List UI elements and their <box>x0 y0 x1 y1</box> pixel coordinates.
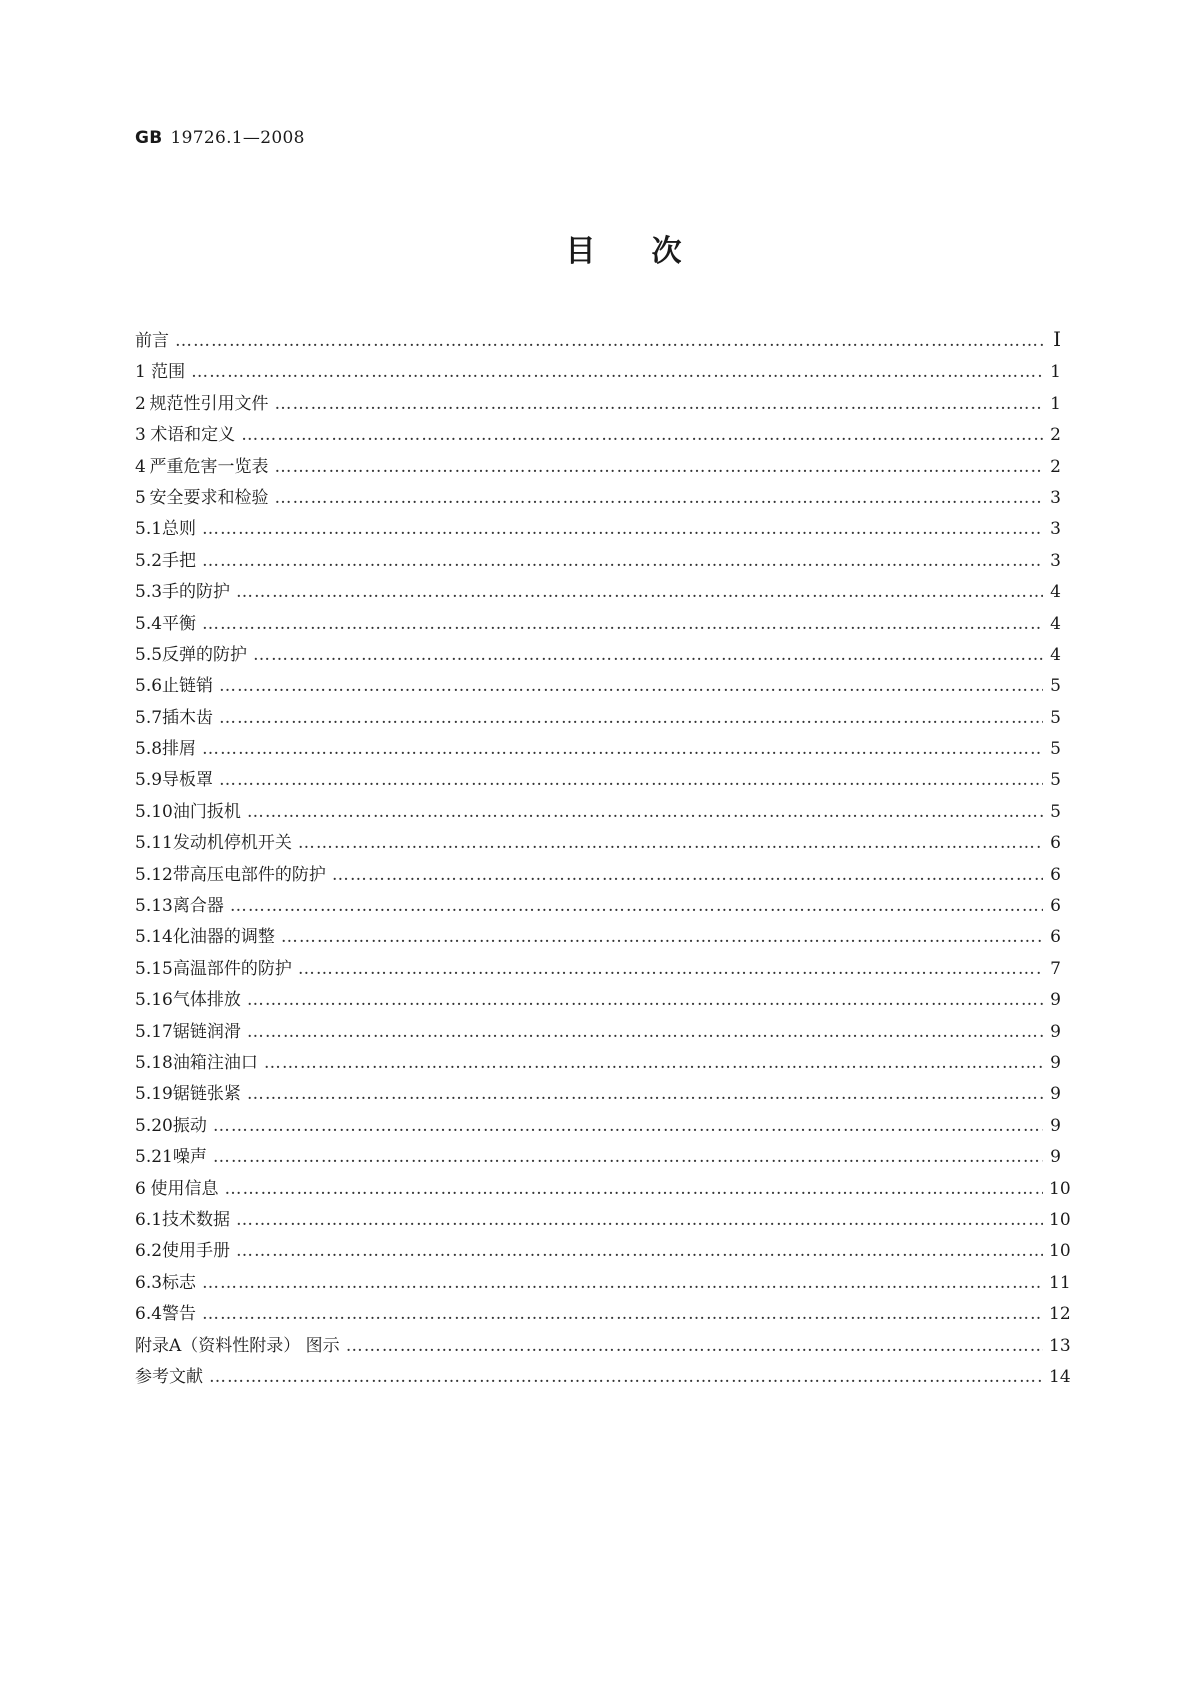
toc-leader-dots <box>253 645 1043 665</box>
toc-entry-title: 手的防护 <box>162 582 231 603</box>
toc-entry-page: 2 <box>1050 456 1061 477</box>
toc-entry-number: 5.2 <box>135 550 163 571</box>
toc-entry[interactable] <box>135 1205 1071 1236</box>
toc-entry-number: 5.7 <box>135 707 163 728</box>
toc-leader-dots <box>275 394 1043 414</box>
toc-entry-page: 6 <box>1050 833 1061 854</box>
toc-entry[interactable] <box>135 326 1061 357</box>
toc-entry-title: 锯链张紧 <box>172 1084 241 1105</box>
toc-entry[interactable] <box>135 1142 1061 1173</box>
toc-leader-dots <box>219 708 1043 728</box>
toc-entry[interactable] <box>135 765 1061 796</box>
toc-entry-number: 3 <box>135 425 146 446</box>
toc-entry-number: 5.1 <box>135 519 163 540</box>
toc-entry[interactable] <box>135 577 1061 608</box>
toc-entry-page: 5 <box>1050 770 1061 791</box>
toc-leader-dots <box>209 1367 1043 1387</box>
toc-entry-title: 带高压电部件的防护 <box>172 864 326 885</box>
toc-entry[interactable] <box>135 703 1061 734</box>
toc-entry-page: 5 <box>1050 707 1061 728</box>
toc-leader-dots <box>202 1273 1043 1293</box>
toc-entry-title: 规范性引用文件 <box>149 393 269 414</box>
toc-entry-page: 11 <box>1049 1272 1071 1293</box>
toc-entry-title: 振动 <box>172 1115 207 1136</box>
toc-entry-page: 9 <box>1050 1115 1061 1136</box>
toc-entry-title: 离合器 <box>172 896 224 917</box>
standard-code <box>135 128 305 148</box>
toc-entry-title: 使用手册 <box>162 1241 231 1262</box>
toc-leader-dots <box>236 1210 1043 1230</box>
toc-entry-page: 5 <box>1050 801 1061 822</box>
toc-entry-number: 5.17 <box>135 1021 173 1042</box>
toc-entry-number: 5.6 <box>135 676 163 697</box>
toc-entry-number: 1 <box>135 362 146 383</box>
toc-entry-number: 5.8 <box>135 739 163 760</box>
toc-entry-page: 3 <box>1050 550 1061 571</box>
toc-entry[interactable] <box>135 640 1061 671</box>
toc-entry[interactable] <box>135 828 1061 859</box>
toc-entry-title: 油门扳机 <box>172 801 241 822</box>
toc-entry-title: 反弹的防护 <box>162 644 248 665</box>
toc-entry-number: 5.9 <box>135 770 163 791</box>
toc-entry-title: 严重危害一览表 <box>149 456 269 477</box>
toc-entry[interactable] <box>135 483 1061 514</box>
toc-entry-title: 排屑 <box>162 739 197 760</box>
toc-leader-dots <box>230 896 1043 916</box>
toc-entry-title: 气体排放 <box>172 990 241 1011</box>
toc-leader-dots <box>202 614 1043 634</box>
toc-leader-dots <box>202 519 1043 539</box>
toc-leader-dots <box>202 1304 1043 1324</box>
toc-leader-dots <box>298 959 1043 979</box>
toc-entry-number: 5.16 <box>135 990 173 1011</box>
toc-leader-dots <box>247 1022 1043 1042</box>
toc-entry-page: 10 <box>1049 1209 1071 1230</box>
page-title: 目次 <box>565 234 738 269</box>
toc-entry-title: 油箱注油口 <box>172 1052 258 1073</box>
toc-entry[interactable] <box>135 1299 1071 1330</box>
toc-entry-number: 5 <box>135 487 146 508</box>
toc-entry[interactable] <box>135 514 1061 545</box>
toc-entry-page: 6 <box>1050 864 1061 885</box>
toc-leader-dots <box>247 990 1043 1010</box>
toc-leader-dots <box>202 551 1043 571</box>
toc-entry[interactable] <box>135 1362 1071 1393</box>
toc-leader-dots <box>219 676 1043 696</box>
toc-entry-title: 高温部件的防护 <box>172 958 292 979</box>
toc-leader-dots <box>225 1179 1044 1199</box>
toc-entry-number: 5.18 <box>135 1052 173 1073</box>
toc-entry-number: 6.4 <box>135 1304 163 1325</box>
toc-entry-title: 前言 <box>135 331 169 351</box>
toc-entry-page: 1 <box>1050 393 1061 414</box>
toc-leader-dots <box>236 582 1043 602</box>
standard-prefix: GB <box>135 128 163 148</box>
toc-entry[interactable] <box>135 797 1061 828</box>
standard-number: 19726.1—2008 <box>170 128 305 148</box>
toc-entry-number: 6.2 <box>135 1241 163 1262</box>
toc-entry[interactable] <box>135 891 1061 922</box>
toc-entry-number: 5.4 <box>135 613 163 634</box>
toc-entry-title: 总则 <box>162 519 197 540</box>
toc-entry-page: 4 <box>1050 582 1061 603</box>
toc-entry-page: 6 <box>1050 927 1061 948</box>
toc-entry-number: 5.13 <box>135 896 173 917</box>
toc-entry-title: 止链销 <box>162 676 214 697</box>
toc-entry-page: 3 <box>1050 519 1061 540</box>
toc-entry[interactable] <box>135 389 1061 420</box>
toc-entry[interactable] <box>135 452 1061 483</box>
toc-leader-dots <box>175 331 1043 351</box>
toc-entry[interactable] <box>135 954 1061 985</box>
toc-entry-page: 4 <box>1050 613 1061 634</box>
toc-entry-title: 参考文献 <box>135 1366 203 1387</box>
toc-entry[interactable] <box>135 734 1061 765</box>
toc-entry-page: I <box>1053 327 1061 351</box>
toc-entry-title: 平衡 <box>162 613 197 634</box>
toc-entry[interactable] <box>135 922 1061 953</box>
toc-entry[interactable] <box>135 1236 1071 1267</box>
toc-entry[interactable] <box>135 1017 1061 1048</box>
toc-entry[interactable] <box>135 357 1061 388</box>
toc-entry-page: 10 <box>1049 1241 1071 1262</box>
toc-leader-dots <box>247 802 1043 822</box>
toc-entry-page: 9 <box>1050 1147 1061 1168</box>
toc-entry-page: 13 <box>1049 1335 1071 1356</box>
toc-entry-title: 术语和定义 <box>150 425 236 446</box>
toc-entry-page: 9 <box>1050 1084 1061 1105</box>
toc-entry[interactable] <box>135 985 1061 1016</box>
toc-entry-number: 5.19 <box>135 1084 173 1105</box>
toc-entry-page: 10 <box>1049 1178 1071 1199</box>
toc-leader-dots <box>213 1116 1043 1136</box>
toc-leader-dots <box>298 833 1043 853</box>
toc-entry-number: 4 <box>135 456 146 477</box>
toc-entry[interactable] <box>135 1048 1061 1079</box>
toc-entry-number: 5.5 <box>135 644 163 665</box>
toc-leader-dots <box>275 457 1043 477</box>
toc-leader-dots <box>332 865 1043 885</box>
toc-entry[interactable] <box>135 546 1061 577</box>
toc-entry-title: 化油器的调整 <box>172 927 275 948</box>
toc-leader-dots <box>281 927 1043 947</box>
table-of-contents <box>135 326 1071 1393</box>
toc-entry[interactable] <box>135 671 1061 702</box>
toc-entry[interactable] <box>135 1174 1071 1205</box>
toc-entry-page: 3 <box>1050 487 1061 508</box>
toc-entry-page: 4 <box>1050 644 1061 665</box>
toc-entry-title: 标志 <box>162 1272 197 1293</box>
toc-entry-page: 7 <box>1050 958 1061 979</box>
toc-entry-page: 12 <box>1049 1304 1071 1325</box>
toc-entry[interactable] <box>135 609 1061 640</box>
toc-leader-dots <box>202 739 1043 759</box>
toc-leader-dots <box>213 1147 1043 1167</box>
toc-entry-page: 1 <box>1050 362 1061 383</box>
toc-entry-number: 5.10 <box>135 801 173 822</box>
toc-entry-title: 警告 <box>162 1304 197 1325</box>
toc-entry-number: 5.3 <box>135 582 163 603</box>
toc-entry-title: 发动机停机开关 <box>172 833 292 854</box>
toc-entry-page: 5 <box>1050 739 1061 760</box>
toc-entry-page: 2 <box>1050 425 1061 446</box>
toc-entry[interactable] <box>135 420 1061 451</box>
toc-entry[interactable] <box>135 1268 1071 1299</box>
toc-leader-dots <box>247 1084 1043 1104</box>
toc-entry-number: 6.1 <box>135 1209 163 1230</box>
toc-entry-title: 附录A（资料性附录） 图示 <box>135 1335 340 1356</box>
toc-entry-title: 范围 <box>151 362 186 383</box>
toc-entry-number: 5.14 <box>135 927 173 948</box>
toc-entry[interactable] <box>135 1111 1061 1142</box>
toc-entry-title: 导板罩 <box>162 770 214 791</box>
toc-leader-dots <box>346 1336 1043 1356</box>
toc-entry-number: 6 <box>135 1178 146 1199</box>
toc-entry-title: 安全要求和检验 <box>149 487 269 508</box>
toc-entry-page: 9 <box>1050 1021 1061 1042</box>
toc-entry-page: 9 <box>1050 1052 1061 1073</box>
toc-entry-title: 噪声 <box>172 1147 207 1168</box>
toc-entry-page: 6 <box>1050 896 1061 917</box>
toc-entry-title: 锯链润滑 <box>172 1021 241 1042</box>
toc-entry-number: 5.20 <box>135 1115 173 1136</box>
toc-entry-page: 9 <box>1050 990 1061 1011</box>
toc-entry[interactable] <box>135 1079 1061 1110</box>
toc-entry-title: 插木齿 <box>162 707 214 728</box>
toc-entry-page: 5 <box>1050 676 1061 697</box>
toc-entry-number: 5.15 <box>135 958 173 979</box>
toc-leader-dots <box>264 1053 1043 1073</box>
toc-leader-dots <box>236 1241 1043 1261</box>
toc-entry[interactable] <box>135 1331 1071 1362</box>
toc-leader-dots <box>191 362 1043 382</box>
toc-leader-dots <box>275 488 1043 508</box>
toc-entry-title: 技术数据 <box>162 1209 231 1230</box>
toc-entry-number: 2 <box>135 393 146 414</box>
toc-entry-page: 14 <box>1049 1366 1071 1387</box>
toc-leader-dots <box>219 770 1043 790</box>
toc-entry-title: 手把 <box>162 550 197 571</box>
toc-entry-title: 使用信息 <box>150 1178 219 1199</box>
toc-leader-dots <box>241 425 1043 445</box>
toc-entry-number: 5.11 <box>135 833 173 854</box>
toc-entry-number: 5.12 <box>135 864 173 885</box>
toc-entry-number: 6.3 <box>135 1272 163 1293</box>
toc-entry[interactable] <box>135 860 1061 891</box>
toc-entry-number: 5.21 <box>135 1147 173 1168</box>
